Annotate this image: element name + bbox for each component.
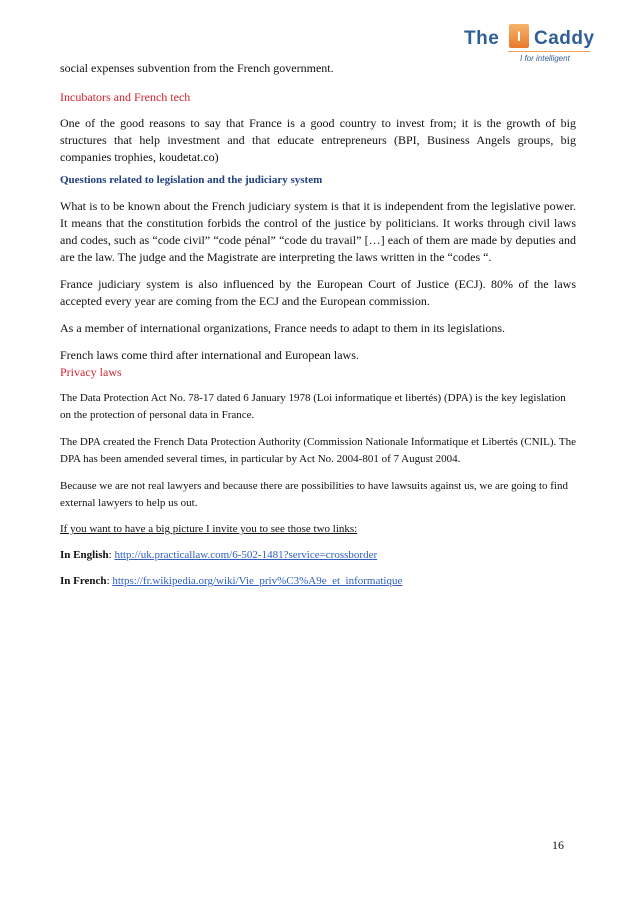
paragraph-law-hierarchy: French laws come third after international and European laws. <box>60 348 359 362</box>
logo-tagline: I for intelligent <box>520 54 570 63</box>
link-row-french: In French: https://fr.wikipedia.org/wiki/Vie_priv%C3%A9e_et_informatique <box>60 575 403 587</box>
link-row-english: In English: http://uk.practicallaw.com/6-502-1481?service=crossborder <box>60 549 378 561</box>
document-body <box>60 60 576 590</box>
paragraph-dpa-cnil: The DPA created the French Data Protection Authority (Commission Nationale Informatique et Libertés (CNIL). The DPA has been amended several times, in particular by Act No. 2004-801 of 7 August 2004. <box>60 436 576 465</box>
link-english-practicallaw[interactable]: http://uk.practicallaw.com/6-502-1481?service=crossborder <box>114 549 378 561</box>
paragraph-judiciary-independence: What is to be known about the French judiciary system is that it is independent from the legislative power. It means that the constitution forbids the control of the justice by politicians. It works through civil laws and codes, such as “code civil” “code pénal” “code du travail” […] each of them are made by deputies and are the law. The judge and the Magistrate are interpreting the laws written in the “codes “. <box>60 199 576 264</box>
logo-underline <box>508 51 590 52</box>
page-number: 16 <box>552 838 564 852</box>
link-label-english: In English <box>60 549 109 561</box>
link-french-wikipedia[interactable]: https://fr.wikipedia.org/wiki/Vie_priv%C3%A9e_et_informatique <box>112 575 403 587</box>
paragraph-dpa-act: The Data Protection Act No. 78-17 dated 6 January 1978 (Loi informatique et libertés) (DPA) is the key legislation on the protection of personal data in France. <box>60 392 566 421</box>
heading-incubators: Incubators and French tech <box>60 90 191 104</box>
logo-text-the: The <box>464 28 500 49</box>
heading-legislation: Questions related to legislation and the judiciary system <box>60 174 323 186</box>
logo-i-box: I <box>509 24 529 48</box>
paragraph-incubators: One of the good reasons to say that France is a good country to invest from; it is the growth of big structures that help investment and that educate entrepreneurs (BPI, Business Angels groups, big companies trophies, koudetat.co) <box>60 116 576 164</box>
heading-privacy-laws: Privacy laws <box>60 365 122 379</box>
paragraph-ecj: France judiciary system is also influenced by the European Court of Justice (ECJ). 80% of the laws accepted every year are coming from the ECJ and the European commission. <box>60 277 576 308</box>
paragraph-continuation: social expenses subvention from the French government. <box>60 61 334 75</box>
paragraph-links-intro: If you want to have a big picture I invite you to see those two links: <box>60 523 358 535</box>
paragraph-lawyers: Because we are not real lawyers and because there are possibilities to have lawsuits against us, we are going to find external lawyers to help us out. <box>60 480 568 509</box>
link-label-french: In French <box>60 575 107 587</box>
paragraph-international: As a member of international organizations, France needs to adapt to them in its legislations. <box>60 321 506 335</box>
logo-text-caddy: Caddy <box>534 28 595 49</box>
